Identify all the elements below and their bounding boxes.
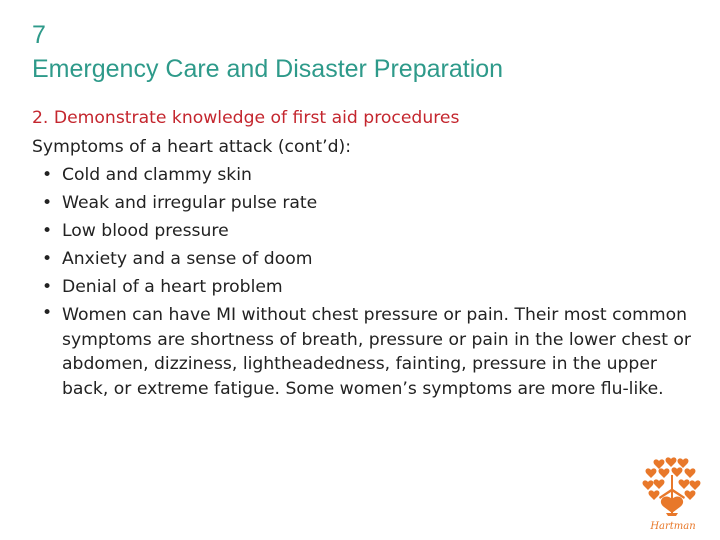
list-item [32, 245, 702, 273]
list-item [32, 273, 702, 301]
list-item [32, 217, 702, 245]
bullet-icon: • [42, 165, 53, 185]
chapter-number: 7 [32, 21, 46, 49]
hartman-logo-text: Hartman [650, 521, 696, 532]
hartman-logo [640, 455, 706, 535]
slide-title [32, 18, 503, 86]
list-item [32, 189, 702, 217]
bullet-icon: • [42, 277, 53, 297]
slide-content [32, 104, 702, 401]
list-item-text: Denial of a heart problem [62, 277, 283, 297]
bullet-icon: • [42, 221, 53, 241]
intro-text: Symptoms of a heart attack (cont’d): [32, 136, 352, 157]
chapter-title: Emergency Care and Disaster Preparation [32, 55, 504, 83]
bullet-icon: • [42, 303, 53, 323]
bullet-icon: • [42, 249, 53, 269]
list-item [32, 301, 702, 401]
list-item-text: Women can have MI without chest pressure or pain. Their most common symptoms are shortness of breath, pressure or pain in the lower chest or abdomen, dizziness, lightheadedness, fainting, pressure in the upper back, or extreme fatigue. Some women’s symptoms are more flu-like. [62, 305, 691, 399]
symptom-list [32, 161, 702, 401]
list-item [32, 161, 702, 189]
learning-objective: 2. Demonstrate knowledge of first aid procedures [32, 108, 460, 128]
bullet-icon: • [42, 193, 53, 213]
list-item-text: Anxiety and a sense of doom [62, 249, 313, 269]
list-item-text: Low blood pressure [62, 221, 229, 241]
list-item-text: Weak and irregular pulse rate [62, 193, 318, 213]
list-item-text: Cold and clammy skin [62, 165, 252, 185]
heart-tree-icon [643, 457, 701, 516]
